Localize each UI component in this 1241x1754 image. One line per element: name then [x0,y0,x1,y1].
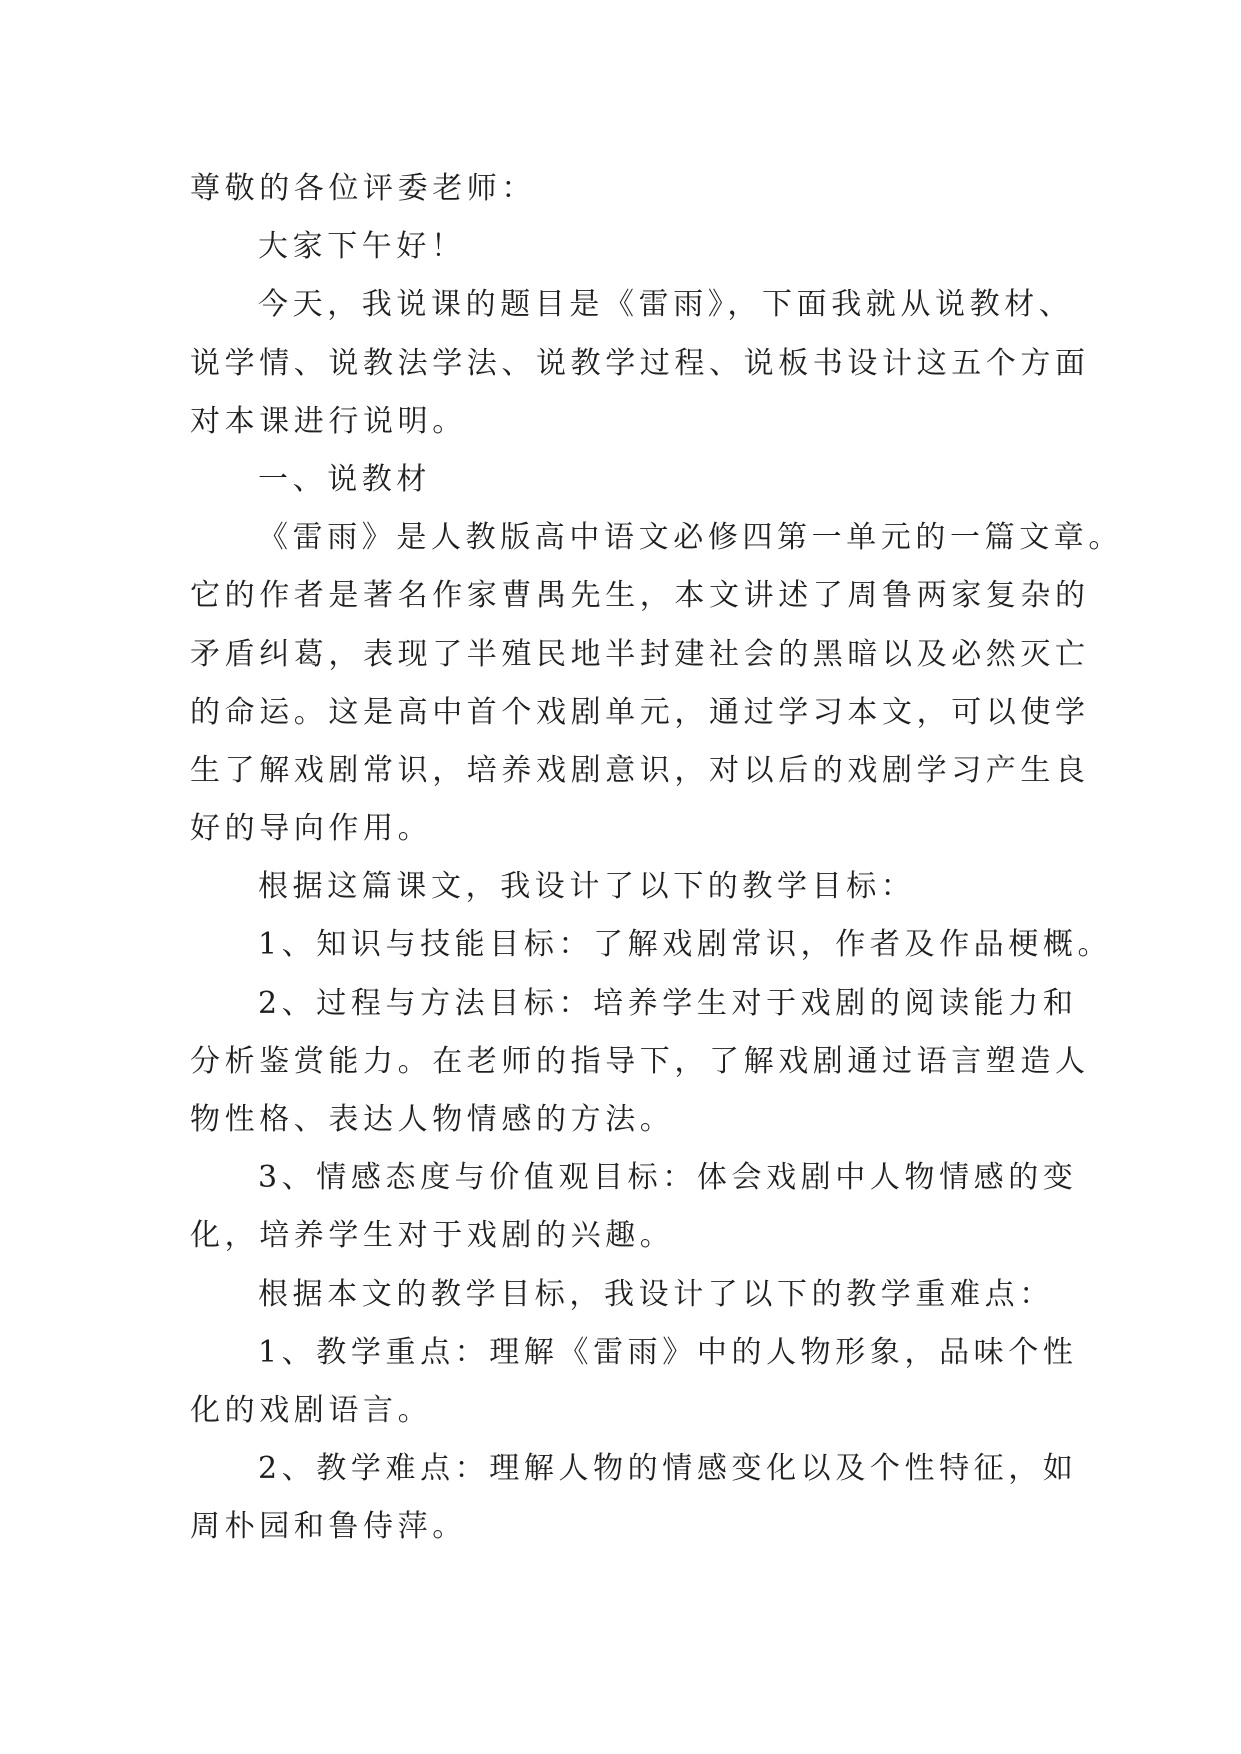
list-item: 1、知识与技能目标：了解戏剧常识，作者及作品梗概。 [258,927,1113,963]
paragraph-line: 生了解戏剧常识，培养戏剧意识，对以后的戏剧学习产生良 [190,752,1090,788]
list-item-continued: 化，培养学生对于戏剧的兴趣。 [190,1218,675,1254]
list-item: 2、教学难点：理解人物的情感变化以及个性特征，如 [258,1451,1078,1487]
intro-line: 今天，我说课的题目是《雷雨》，下面我就从说教材、 [258,287,1074,323]
paragraph-line: 的命运。这是高中首个戏剧单元，通过学习本文，可以使学 [190,694,1090,730]
intro-line: 说学情、说教法学法、说教学过程、说板书设计这五个方面 [190,345,1090,381]
salutation: 尊敬的各位评委老师： [190,171,536,206]
list-item: 1、教学重点：理解《雷雨》中的人物形象，品味个性 [258,1334,1078,1370]
paragraph-line: 根据本文的教学目标，我设计了以下的教学重难点： [258,1276,1054,1312]
list-item-continued: 物性格、表达人物情感的方法。 [190,1102,675,1137]
paragraph-line: 《雷雨》是人教版高中语文必修四第一单元的一篇文章。 [258,520,1123,556]
intro-line: 对本课进行说明。 [190,403,467,439]
paragraph-line: 好的导向作用。 [190,811,433,847]
list-item-continued: 周朴园和鲁侍萍。 [190,1509,467,1545]
list-item: 2、过程与方法目标：培养学生对于戏剧的阅读能力和 [258,985,1078,1021]
list-item-continued: 分析鉴赏能力。在老师的指导下，了解戏剧通过语言塑造人 [190,1043,1090,1079]
paragraph-line: 它的作者是著名作家曹禺先生，本文讲述了周鲁两家复杂的 [190,578,1090,614]
list-item-continued: 化的戏剧语言。 [190,1392,433,1428]
paragraph-line: 矛盾纠葛，表现了半殖民地半封建社会的黑暗以及必然灭亡 [190,636,1090,672]
paragraph-line: 根据这篇课文，我设计了以下的教学目标： [258,869,916,905]
document-body [190,160,1123,1557]
list-item: 3、情感态度与价值观目标：体会戏剧中人物情感的变 [258,1160,1078,1196]
greeting: 大家下午好！ [258,229,466,265]
section-heading: 一、说教材 [258,461,431,497]
